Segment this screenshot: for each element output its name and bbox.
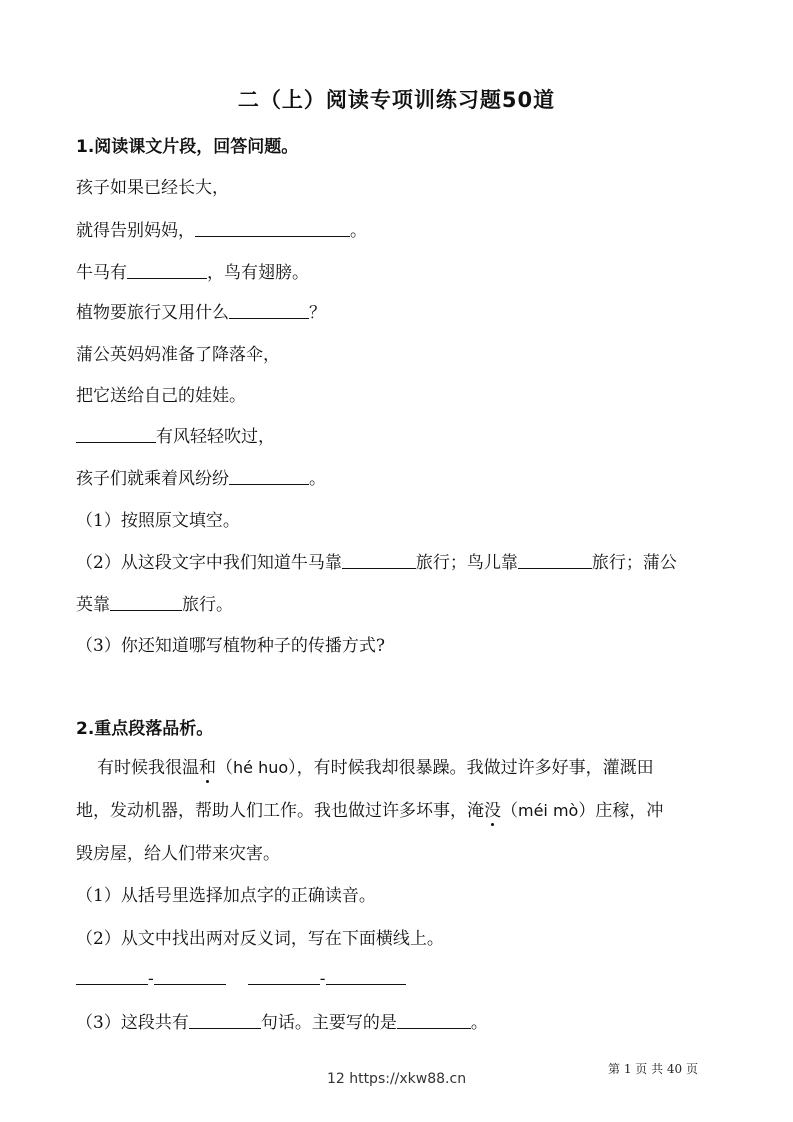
question-1-2: （2）从这段文字中我们知道牛马靠 旅行；鸟儿靠 旅行；蒲公: [76, 553, 677, 573]
pinyin-options: méi mò: [518, 801, 579, 820]
poem-line-4: 植物要旅行又用什么 ？: [76, 303, 326, 323]
paragraph-line-2: 地，发动机器，帮助人们工作。我也做过许多坏事，淹没（méi mò）庄稼，冲: [76, 801, 664, 821]
poem-line-8: 孩子们就乘着风纷纷 。: [76, 469, 326, 489]
question-1-2-cont: 英靠 旅行。: [76, 595, 233, 615]
poem-line-2: 就得告别妈妈， 。: [76, 221, 367, 241]
footer-url: 12 https://xkw88.cn: [326, 1071, 467, 1087]
poem-line-5: 蒲公英妈妈准备了降落伞，: [76, 345, 280, 365]
answer-blank[interactable]: [195, 219, 350, 237]
section1-heading: 1.阅读课文片段，回答问题。: [76, 137, 299, 157]
paragraph-line-3: 毁房屋，给人们带来灾害。: [76, 844, 280, 864]
poem-line-7: 有风轻轻吹过，: [76, 425, 275, 449]
answer-blank[interactable]: [248, 967, 320, 985]
question-2-1: （1）从括号里选择加点字的正确读音。: [76, 886, 376, 906]
question-2-3: （3）这段共有 句话。主要写的是 。: [76, 1013, 488, 1033]
answer-blank[interactable]: [76, 425, 156, 443]
answer-blank[interactable]: [127, 261, 207, 279]
antonym-blanks: - -: [76, 967, 406, 991]
answer-blank[interactable]: [518, 551, 592, 569]
answer-blank[interactable]: [76, 967, 148, 985]
answer-blank[interactable]: [397, 1011, 471, 1029]
question-2-2: （2）从文中找出两对反义词，写在下面横线上。: [76, 929, 444, 949]
page-title: 二（上）阅读专项训练习题50道: [237, 88, 556, 112]
answer-blank[interactable]: [326, 967, 406, 985]
section2-heading: 2.重点段落品析。: [76, 719, 214, 739]
answer-blank[interactable]: [189, 1011, 261, 1029]
poem-line-3: 牛马有 ，鸟有翅膀。: [76, 263, 309, 283]
page-number: 第 1 页 共 40 页: [608, 1062, 698, 1076]
answer-blank[interactable]: [154, 967, 226, 985]
answer-blank[interactable]: [229, 301, 309, 319]
paragraph-line-1: 有时候我很温和（hé huo），有时候我却很暴躁。我做过许多好事，灌溉田: [97, 758, 654, 778]
answer-blank[interactable]: [342, 551, 416, 569]
question-1-3: （3）你还知道哪写植物种子的传播方式?: [76, 636, 385, 656]
question-1-1: （1）按照原文填空。: [76, 511, 240, 531]
answer-blank[interactable]: [229, 467, 309, 485]
dotted-char: 没: [484, 801, 501, 821]
poem-line-6: 把它送给自己的娃娃。: [76, 386, 246, 406]
answer-blank[interactable]: [110, 593, 182, 611]
pinyin-options: hé huo: [233, 758, 289, 777]
dotted-char: 和: [199, 758, 216, 778]
poem-line-1: 孩子如果已经长大，: [76, 178, 229, 198]
